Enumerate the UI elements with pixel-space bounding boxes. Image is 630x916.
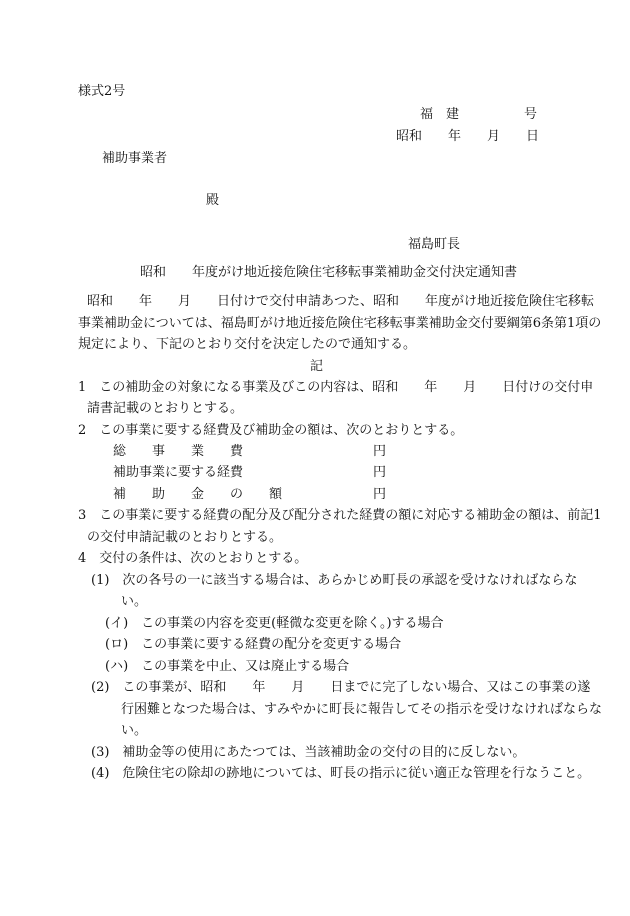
item2-line: 2 この事業に要する経費及び補助金の額は、次のとおりとする。 — [78, 423, 464, 438]
item1-line: 請書記載のとおりとする。 — [87, 401, 244, 416]
condition1-subitem: (イ) この事業の内容を変更(軽微な変更を除く。)する場合 — [105, 616, 444, 631]
honorific: 殿 — [206, 193, 220, 208]
condition2-line: (2) この事業が、昭和 年 月 日までに完了しない場合、又はこの事業の遂 — [91, 680, 591, 695]
condition1-line: (1) 次の各号の一に該当する場合は、あらかじめ町長の承認を受けなければならな — [91, 573, 578, 588]
ki-heading: 記 — [310, 359, 324, 374]
cost-label: 補 助 金 の 額 — [113, 487, 283, 502]
item1-line: 1 この補助金の対象になる事業及びこの内容は、昭和 年 月 日付けの交付申 — [78, 380, 594, 395]
condition2-line: い。 — [121, 723, 148, 738]
sender-name: 福島町長 — [408, 237, 461, 252]
document-number: 福 建 号 — [420, 107, 538, 122]
cost-label: 補助事業に要する経費 — [113, 465, 244, 480]
cost-unit: 円 — [373, 465, 387, 480]
condition1-subitem: (ハ) この事業を中止、又は廃止する場合 — [105, 659, 350, 674]
condition3-line: (3) 補助金等の使用にあたつては、当該補助金の交付の目的に反しない。 — [91, 745, 526, 760]
intro-line: 昭和 年 月 日付けで交付申請あつた、昭和 年度がけ地近接危険住宅移転 — [87, 294, 595, 309]
item3-line: 3 この事業に要する経費の配分及び配分された経費の額に対応する補助金の額は、前記1 — [78, 508, 602, 523]
condition4-line: (4) 危険住宅の除却の跡地については、町長の指示に従い適正な管理を行なうこと。 — [91, 766, 591, 781]
cost-unit: 円 — [373, 444, 387, 459]
condition2-line: 行困難となつた場合は、すみやかに町長に報告してその指示を受けなければならな — [121, 702, 603, 717]
item3-line: の交付申請記載のとおりとする。 — [87, 530, 283, 545]
item4-line: 4 交付の条件は、次のとおりとする。 — [78, 551, 308, 566]
condition1-line: い。 — [121, 594, 148, 609]
cost-unit: 円 — [373, 487, 387, 502]
document-date: 昭和 年 月 日 — [396, 129, 540, 144]
form-label: 様式2号 — [78, 84, 126, 99]
cost-label: 総 事 業 費 — [113, 444, 244, 459]
intro-line: 事業補助金については、福島町がけ地近接危険住宅移転事業補助金交付要綱第6条第1項の — [78, 316, 602, 331]
document-title: 昭和 年度がけ地近接危険住宅移転事業補助金交付決定通知書 — [140, 265, 518, 280]
condition1-subitem: (ロ) この事業に要する経費の配分を変更する場合 — [105, 637, 402, 652]
intro-line: 規定により、下記のとおり交付を決定したので通知する。 — [78, 337, 417, 352]
recipient-label: 補助事業者 — [102, 151, 168, 166]
